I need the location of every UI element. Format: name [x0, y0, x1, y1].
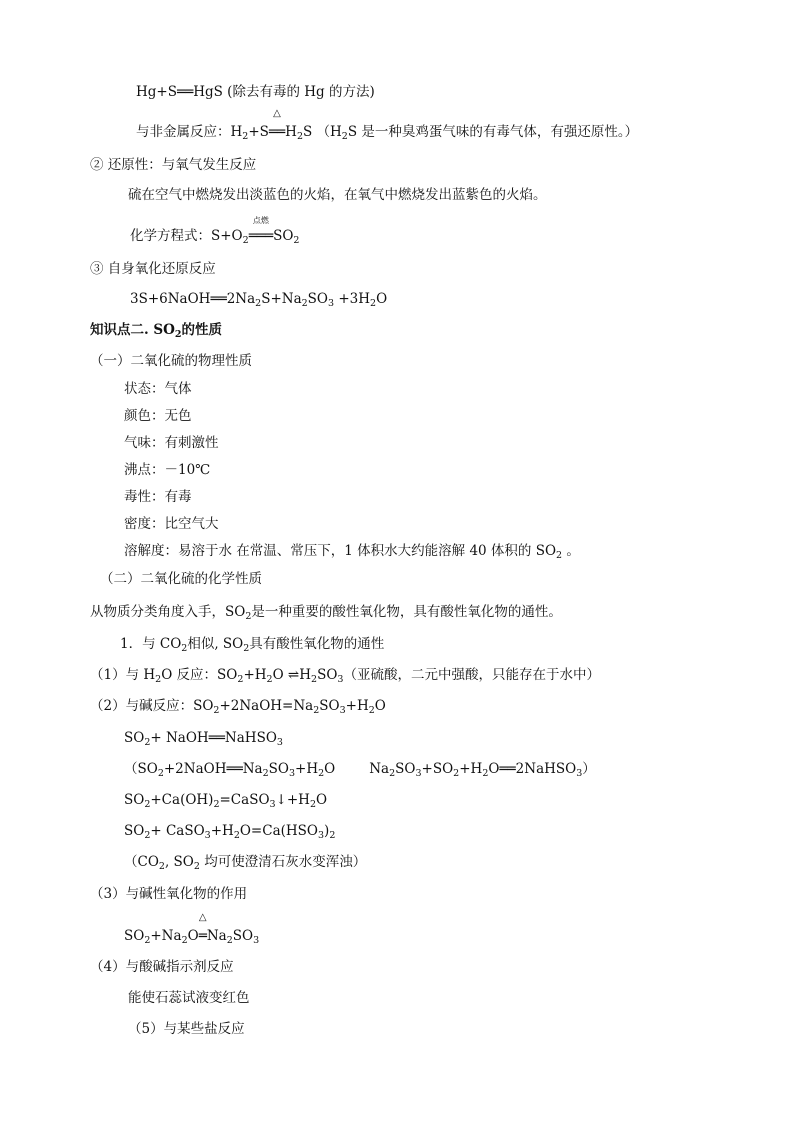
- item-with-salts: （5）与某些盐反应: [128, 1021, 245, 1037]
- property-color: 颜色：无色: [124, 408, 192, 424]
- equation-s-o2: 化学方程式：$S+O_2$ 点燃 $═══SO_2$: [130, 216, 300, 246]
- item-with-basic-oxide: （3）与碱性氧化物的作用: [90, 886, 248, 902]
- property-odor: 气味：有刺激性: [124, 435, 219, 451]
- heat-condition: △ ═: [198, 912, 207, 944]
- heading-chemical-properties: （二）二氧化硫的化学性质: [100, 571, 262, 587]
- property-state: 状态：气体: [124, 381, 192, 397]
- property-boiling-point: 沸点：－10℃: [124, 462, 211, 478]
- equation-so2-naoh: $SO_2+$ NaOH══NaHSO$_3$: [124, 730, 283, 748]
- property-density: 密度：比空气大: [124, 516, 219, 532]
- equation-hg-s: Hg+S══HgS (除去有毒的 Hg 的方法): [136, 84, 375, 100]
- text-sulfur-burning: 硫在空气中燃烧发出淡蓝色的火焰，在氧气中燃烧发出蓝紫色的火焰。: [128, 187, 547, 203]
- item-1-co2-similar: 1．与 $CO_2$相似, $SO_2$具有酸性氧化物的通性: [120, 636, 385, 654]
- equation-so2-caoh2: $SO_2+Ca(OH)_2=CaSO_3↓+H_2O$: [124, 792, 328, 810]
- heading-reducibility: ② 还原性：与氧气发生反应: [90, 157, 257, 173]
- item-with-water: （1）与 $H_2O$ 反应：$SO_2+H_2O$ $\rightleftharpoons H_2SO_3$（亚硫酸，二元中强酸，只能存在于水中）: [90, 667, 600, 685]
- item-with-indicator: （4）与酸碱指示剂反应: [90, 959, 234, 975]
- section-heading-so2: 知识点二. $SO_2$的性质: [90, 322, 223, 340]
- equation-s-naoh: $3S+6NaOH══2Na_2S+Na_2SO_3 +3H_2O$: [130, 291, 388, 309]
- equation-so2-na2o: $SO_2+Na_2O$ △ $═Na_2SO_3$: [124, 912, 260, 946]
- text-acidic-oxide: 从物质分类角度入手，$SO_2$是一种重要的酸性氧化物，具有酸性氧化物的通性。: [90, 604, 562, 622]
- equation-so2-2naoh-pair: （$SO_2+2NaOH══Na_2SO_3+H_2O$ $Na_2SO_3+SO_2+H_2O══2NaHSO_3$）: [124, 761, 596, 779]
- equation-h2-s: 与非金属反应：$H_2+S$ △ $══H_2S$ （$H_2S$ 是一种臭鸡蛋气味的有毒气体，有强还原性。）: [136, 108, 639, 142]
- ignite-condition: 点燃 ═══: [248, 216, 274, 244]
- equation-so2-caso3: $SO_2+$ $CaSO_3+H_2O=Ca(HSO_3)_2$: [124, 823, 336, 841]
- heat-condition: △ ══: [268, 108, 286, 140]
- text-litmus-red: 能使石蕊试液变红色: [128, 990, 250, 1006]
- heading-physical-properties: （一）二氧化硫的物理性质: [90, 353, 252, 369]
- property-toxicity: 毒性：有毒: [124, 489, 192, 505]
- property-solubility: 溶解度：易溶于水 在常温、常压下，1 体积水大约能溶解 40 体积的 $SO_2$ 。: [124, 543, 580, 561]
- note-limewater: （$CO_2$, $SO_2$ 均可使澄清石灰水变浑浊）: [124, 854, 367, 872]
- heading-self-redox: ③ 自身氧化还原反应: [90, 261, 216, 277]
- item-with-base: （2）与碱反应：$SO_2+2NaOH=Na_2SO_3+H_2O$: [90, 698, 386, 716]
